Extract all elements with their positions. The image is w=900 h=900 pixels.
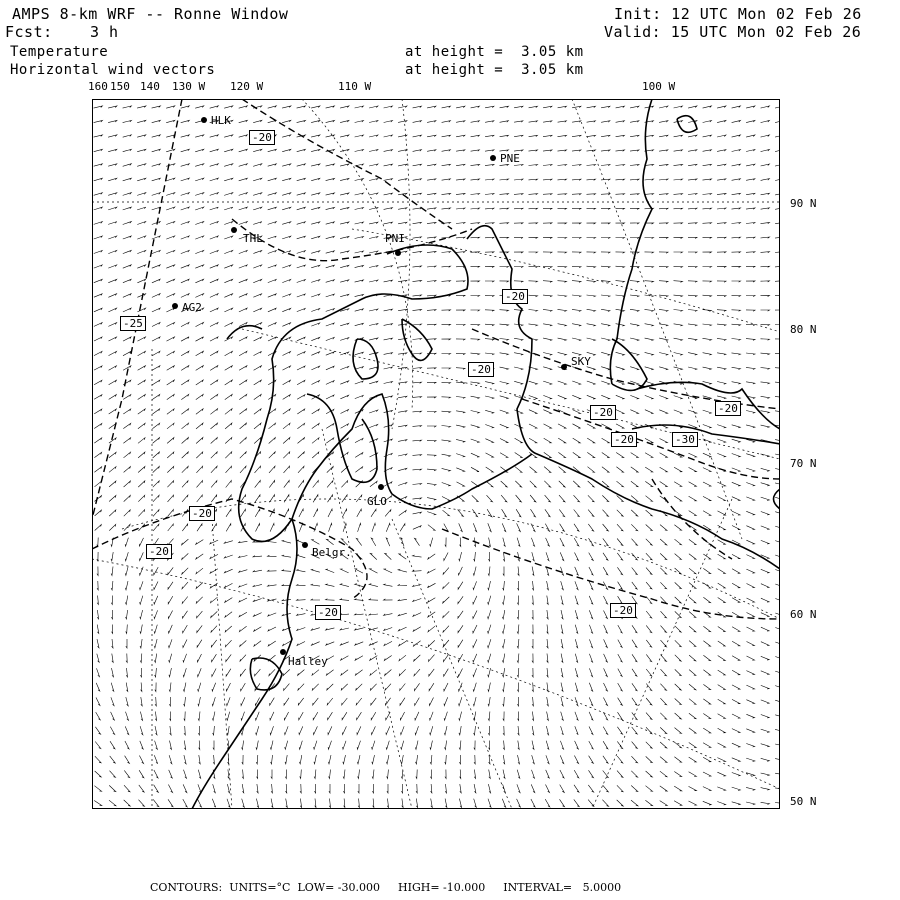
contour-label: -30: [672, 432, 698, 447]
station-sky-label: SKY: [571, 355, 591, 368]
map-title: AMPS 8-km WRF -- Ronne Window: [12, 5, 289, 23]
lon-label-150: 150: [110, 80, 130, 93]
map-frame: [92, 99, 780, 809]
lat-label-70n: 70 N: [790, 457, 817, 470]
station-hlk-label: HLK: [211, 114, 231, 127]
contour-label: -20: [611, 432, 637, 447]
init-time: Init: 12 UTC Mon 02 Feb 26: [614, 5, 862, 23]
forecast-label: Fcst:: [5, 23, 53, 41]
lon-label-110w: 110 W: [338, 80, 372, 93]
contour-interval: INTERVAL= 5.0000: [503, 881, 622, 894]
contour-label: -20: [315, 605, 341, 620]
field2-name: Horizontal wind vectors: [10, 62, 216, 78]
lon-label-160: 160: [88, 80, 108, 93]
station-glo-label: GLO: [367, 495, 387, 508]
contour-label: -20: [468, 362, 494, 377]
lon-label-100w: 100 W: [642, 80, 676, 93]
contour-label: -20: [146, 544, 172, 559]
lon-label-130w: 130 W: [172, 80, 206, 93]
contour-high: HIGH= -10.000: [398, 881, 486, 894]
lon-label-140: 140: [140, 80, 160, 93]
lon-label-120w: 120 W: [230, 80, 264, 93]
contour-label: -20: [715, 401, 741, 416]
lat-label-50n: 50 N: [790, 795, 817, 808]
station-belgr-label: Belgr.: [312, 546, 352, 559]
station-pni-label: PNI: [385, 232, 405, 245]
valid-time: Valid: 15 UTC Mon 02 Feb 26: [604, 23, 862, 41]
lat-label-80n: 80 N: [790, 323, 817, 336]
field1-name: Temperature: [10, 44, 109, 60]
forecast-value: 3 h: [90, 23, 119, 41]
station-halley-label: Halley: [288, 655, 328, 668]
contour-legend: [150, 881, 639, 894]
contour-label: -20: [610, 603, 636, 618]
field1-height: at height = 3.05 km: [405, 44, 584, 60]
station-pne-label: PNE: [500, 152, 520, 165]
contour-label: -20: [590, 405, 616, 420]
contour-label: -20: [502, 289, 528, 304]
station-ag2-label: AG2: [182, 301, 202, 314]
contour-label: -20: [189, 506, 215, 521]
lat-label-90n: 90 N: [790, 197, 817, 210]
lat-label-60n: 60 N: [790, 608, 817, 621]
station-thl-label: THL: [243, 232, 263, 245]
contour-label: -20: [249, 130, 275, 145]
field2-height: at height = 3.05 km: [405, 62, 584, 78]
contour-label: -25: [120, 316, 146, 331]
contour-units-low: CONTOURS: UNITS=°C LOW= -30.000: [150, 881, 380, 894]
